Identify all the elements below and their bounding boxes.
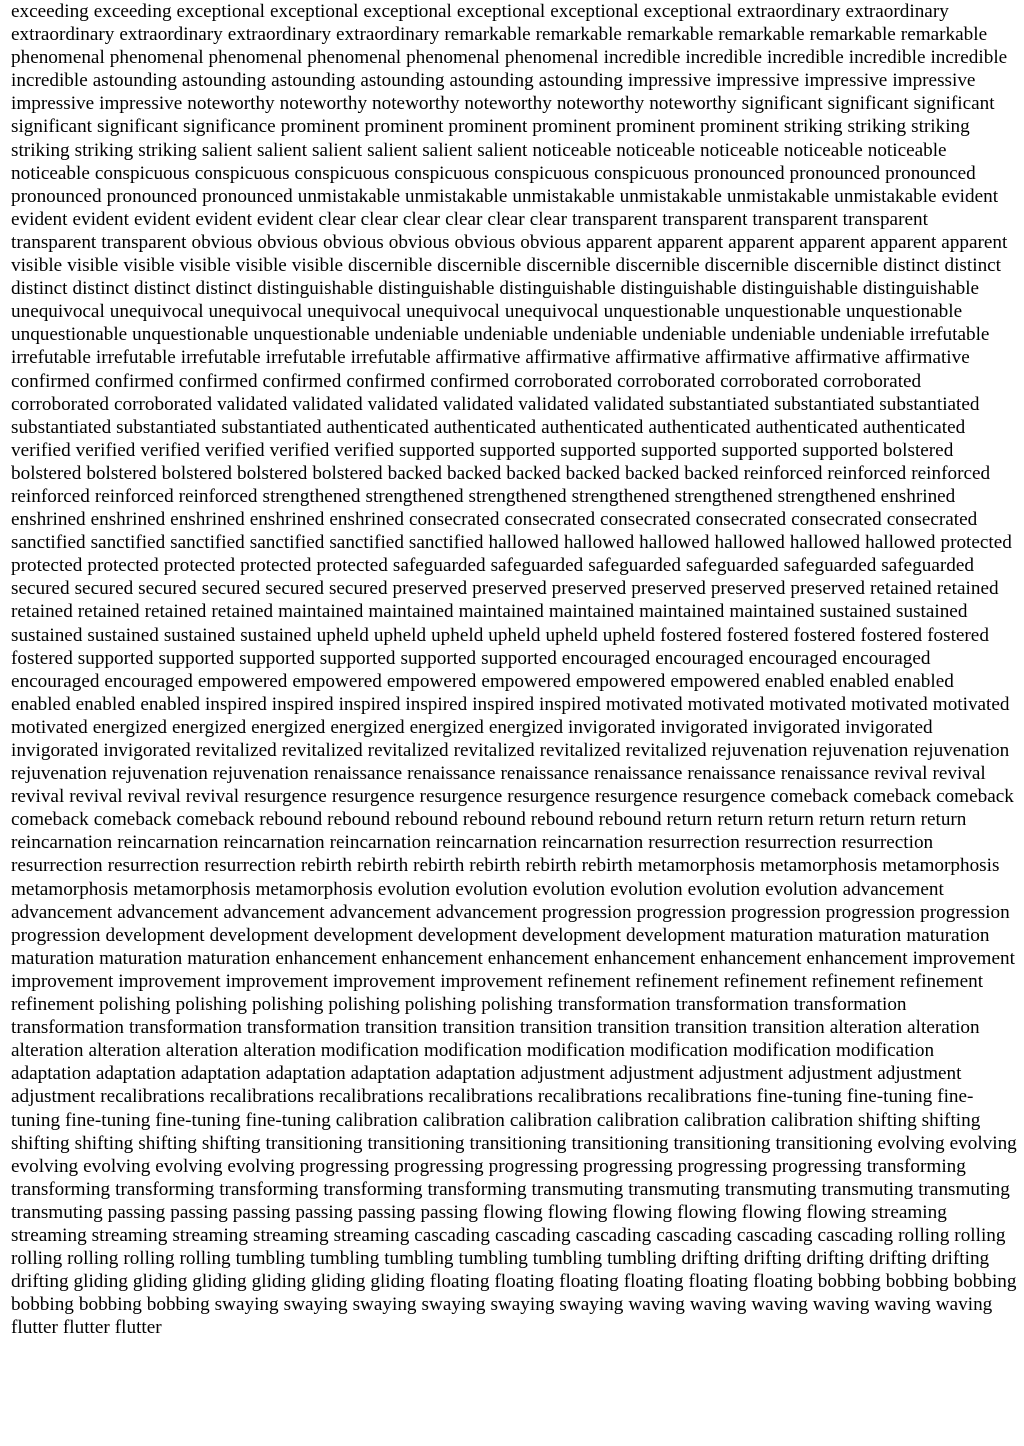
body-text: exceeding exceeding exceptional exceptional exceptional exceptional exceptional exceptional extraordinary extraordinary extraordinary extraordinary extraordinary extraordinary remarkable remarkable remarkable remarkable remarkable remarkable phenomenal phenomenal phenomenal phenomenal phenomenal phenomenal incredible incredible incredible incredible incredible incredible astounding astounding astounding astounding astounding astounding impressive impressive impressive impressive impressive impressive noteworthy noteworthy noteworthy noteworthy noteworthy noteworthy significant significant significant significant significant significance prominent prominent prominent prominent prominent prominent striking striking striking striking striking striking salient salient salient salient salient salient noticeable noticeable noticeable noticeable noticeable noticeable conspicuous conspicuous conspicuous conspicuous conspicuous conspicuous pronounced pronounced pronounced pronounced pronounced pronounced unmistakable unmistakable unmistakable unmistakable unmistakable unmistakable evident evident evident evident evident evident clear clear clear clear clear clear transparent transparent transparent transparent transparent transparent obvious obvious obvious obvious obvious obvious apparent apparent apparent apparent apparent apparent visible visible visible visible visible visible discernible discernible discernible discernible discernible discernible distinct distinct distinct distinct distinct distinct distinguishable distinguishable distinguishable distinguishable distinguishable distinguishable unequivocal unequivocal unequivocal unequivocal unequivocal unequivocal unquestionable unquestionable unquestionable unquestionable unquestionable unquestionable undeniable undeniable undeniable undeniable undeniable undeniable irrefutable irrefutable irrefutable irrefutable irrefutable irrefutable affirmative affirmative affirmative affirmative affirmative affirmative confirmed confirmed confirmed confirmed confirmed confirmed corroborated corroborated corroborated corroborated corroborated corroborated validated validated validated validated validated validated substantiated substantiated substantiated substantiated substantiated substantiated authenticated authenticated authenticated authenticated authenticated authenticated verified verified verified verified verified verified supported supported supported supported supported supported bolstered bolstered bolstered bolstered bolstered bolstered backed backed backed backed backed backed reinforced reinforced reinforced reinforced reinforced reinforced strengthened strengthened strengthened strengthened strengthened strengthened enshrined enshrined enshrined enshrined enshrined enshrined consecrated consecrated consecrated consecrated consecrated consecrated sanctified sanctified sanctified sanctified sanctified sanctified hallowed hallowed hallowed hallowed hallowed hallowed protected protected protected protected protected protected safeguarded safeguarded safeguarded safeguarded safeguarded safeguarded secured secured secured secured secured secured preserved preserved preserved preserved preserved preserved retained retained retained retained retained retained maintained maintained maintained maintained maintained maintained sustained sustained sustained sustained sustained sustained upheld upheld upheld upheld upheld upheld fostered fostered fostered fostered fostered fostered supported supported supported supported supported supported encouraged encouraged encouraged encouraged encouraged encouraged empowered empowered empowered empowered empowered empowered enabled enabled enabled enabled enabled enabled inspired inspired inspired inspired inspired inspired motivated motivated motivated motivated motivated motivated energized energized energized energized energized energized invigorated invigorated invigorated invigorated invigorated invigorated revitalized revitalized revitalized revitalized revitalized revitalized rejuvenation rejuvenation rejuvenation rejuvenation rejuvenation rejuvenation renaissance renaissance renaissance renaissance renaissance renaissance revival revival revival revival revival revival resurgence resurgence resurgence resurgence resurgence resurgence comeback comeback comeback comeback comeback comeback rebound rebound rebound rebound rebound rebound return return return return return return reincarnation reincarnation reincarnation reincarnation reincarnation reincarnation resurrection resurrection resurrection resurrection resurrection resurrection rebirth rebirth rebirth rebirth rebirth rebirth metamorphosis metamorphosis metamorphosis metamorphosis metamorphosis metamorphosis evolution evolution evolution evolution evolution evolution advancement advancement advancement advancement advancement advancement progression progression progression progression progression progression development development development development development development maturation maturation maturation maturation maturation maturation enhancement enhancement enhancement enhancement enhancement enhancement improvement improvement improvement improvement improvement improvement refinement refinement refinement refinement refinement refinement polishing polishing polishing polishing polishing polishing transformation transformation transformation transformation transformation transformation transition transition transition transition transition transition alteration alteration alteration alteration alteration alteration modification modification modification modification modification modification adaptation adaptation adaptation adaptation adaptation adaptation adjustment adjustment adjustment adjustment adjustment adjustment recalibrations recalibrations recalibrations recalibrations recalibrations recalibrations fine-tuning fine-tuning fine-tuning fine-tuning fine-tuning fine-tuning calibration calibration calibration calibration calibration calibration shifting shifting shifting shifting shifting shifting transitioning transitioning transitioning transitioning transitioning transitioning evolving evolving evolving evolving evolving evolving progressing progressing progressing progressing progressing progressing transforming transforming transforming transforming transforming transforming transmuting transmuting transmuting transmuting transmuting transmuting passing passing passing passing passing passing flowing flowing flowing flowing flowing flowing streaming streaming streaming streaming streaming streaming cascading cascading cascading cascading cascading cascading rolling rolling rolling rolling rolling rolling tumbling tumbling tumbling tumbling tumbling tumbling drifting drifting drifting drifting drifting drifting gliding gliding gliding gliding gliding gliding floating floating floating floating floating floating bobbing bobbing bobbing bobbing bobbing bobbing swaying swaying swaying swaying swaying swaying waving waving waving waving waving waving flutter flutter flutter xyxy=(11,1,1017,1339)
